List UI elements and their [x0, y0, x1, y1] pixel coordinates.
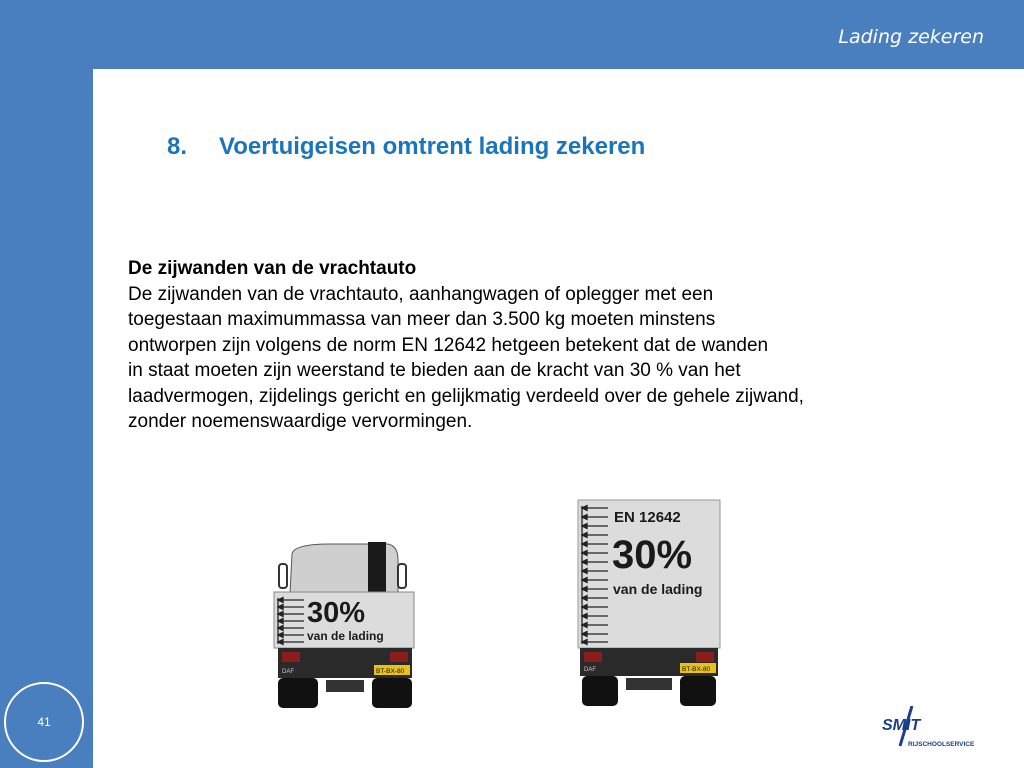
logo-name: SMIT — [882, 717, 921, 734]
body-line: toegestaan maximummassa van meer dan 3.500 kg moeten minstens — [128, 309, 716, 330]
truck-small-percent: 30% — [307, 597, 366, 629]
body-line: De zijwanden van de vrachtauto, aanhangwagen of oplegger met een — [128, 283, 714, 305]
truck-small-caption: van de lading — [307, 629, 384, 643]
body-text — [128, 256, 958, 435]
truck-large-caption: van de lading — [613, 581, 703, 597]
logo-tagline: RIJSCHOOLSERVICE — [908, 741, 975, 748]
truck-large-plate: BT-BX-80 — [682, 666, 711, 673]
page-number-badge — [4, 682, 84, 762]
smit-logo — [878, 706, 988, 752]
page-number: 41 — [37, 715, 51, 729]
truck-large-percent: 30% — [612, 533, 693, 577]
truck-large-norm: EN 12642 — [614, 509, 681, 526]
section-title: Voertuigeisen omtrent lading zekeren — [219, 133, 646, 160]
section-heading — [167, 133, 645, 161]
truck-large-brand: DAF — [584, 667, 596, 673]
truck-small-plate: BT-BX-80 — [376, 668, 405, 675]
truck-small-brand: DAF — [282, 669, 294, 675]
body-line: ontworpen zijn volgens de norm EN 12642 hetgeen betekent dat de wanden — [128, 334, 769, 356]
body-line: in staat moeten zijn weerstand te bieden aan de kracht van 30 % van het — [128, 360, 741, 381]
body-line: laadvermogen, zijdelings gericht en gelijkmatig verdeeld over de gehele zijwand, — [128, 385, 804, 407]
truck-small-illustration — [270, 540, 420, 710]
body-line: zonder noemenswaardige vervormingen. — [128, 411, 473, 432]
header-title: Lading zekeren — [838, 26, 984, 48]
section-number: 8. — [167, 133, 188, 160]
truck-large-illustration — [572, 498, 724, 710]
body-subheading: De zijwanden van de vrachtauto — [128, 258, 417, 279]
